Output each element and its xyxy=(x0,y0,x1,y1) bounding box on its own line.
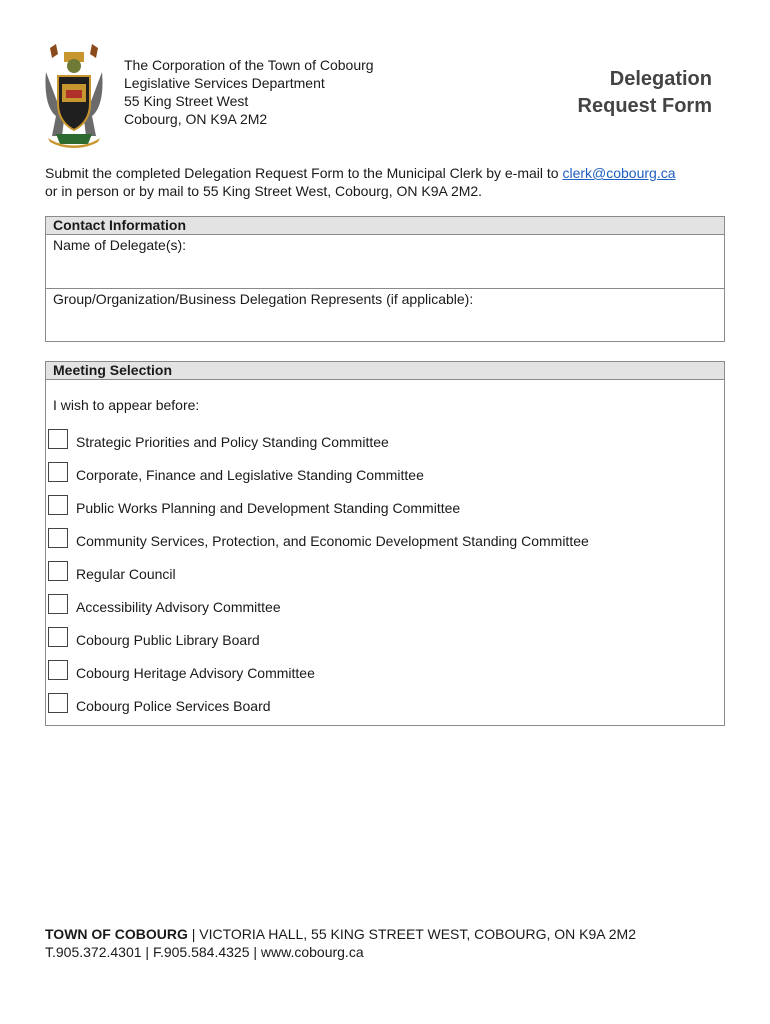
address-line: Cobourg, ON K9A 2M2 xyxy=(124,111,268,127)
option-label: Cobourg Police Services Board xyxy=(76,698,271,714)
town-crest-icon xyxy=(42,44,106,148)
form-title xyxy=(578,66,712,120)
contact-information-heading: Contact Information xyxy=(46,217,724,235)
meeting-selection-section xyxy=(45,361,725,726)
organization-field[interactable] xyxy=(46,288,724,341)
form-title-line1: Delegation xyxy=(609,68,712,90)
sender-address xyxy=(124,56,374,128)
option-label: Public Works Planning and Development Standing Committee xyxy=(76,500,461,516)
intro-text-after: or in person or by mail to 55 King Street West, Cobourg, ON K9A 2M2. xyxy=(45,183,483,199)
clerk-email-link[interactable]: clerk@cobourg.ca xyxy=(562,165,676,181)
option-label: Cobourg Public Library Board xyxy=(76,632,260,648)
option-label: Corporate, Finance and Legislative Standing Committee xyxy=(76,467,424,483)
meeting-option xyxy=(46,627,724,660)
footer-contact: T.905.372.4301 | F.905.584.4325 | www.cobourg.ca xyxy=(45,944,364,960)
option-label: Strategic Priorities and Policy Standing Committee xyxy=(76,434,389,450)
checkbox-police-services[interactable] xyxy=(48,693,68,713)
meeting-options xyxy=(46,417,724,726)
address-line: The Corporation of the Town of Cobourg xyxy=(124,57,374,73)
checkbox-heritage[interactable] xyxy=(48,660,68,680)
checkbox-library-board[interactable] xyxy=(48,627,68,647)
meeting-option xyxy=(46,528,724,561)
contact-information-section xyxy=(45,216,725,342)
meeting-prompt: I wish to appear before: xyxy=(53,397,200,413)
meeting-option xyxy=(46,429,724,462)
intro-text xyxy=(45,164,735,200)
meeting-option xyxy=(46,693,724,726)
checkbox-community-services[interactable] xyxy=(48,528,68,548)
meeting-option xyxy=(46,495,724,528)
checkbox-strategic-priorities[interactable] xyxy=(48,429,68,449)
meeting-selection-heading: Meeting Selection xyxy=(46,362,724,380)
delegate-name-field[interactable] xyxy=(46,235,724,288)
meeting-option xyxy=(46,462,724,495)
option-label: Community Services, Protection, and Economic Development Standing Committee xyxy=(76,533,589,549)
checkbox-accessibility[interactable] xyxy=(48,594,68,614)
address-line: Legislative Services Department xyxy=(124,75,325,91)
option-label: Cobourg Heritage Advisory Committee xyxy=(76,665,315,681)
option-label: Regular Council xyxy=(76,566,176,582)
organization-label: Group/Organization/Business Delegation Represents (if applicable): xyxy=(53,291,474,307)
meeting-option xyxy=(46,660,724,693)
meeting-option xyxy=(46,594,724,627)
page-footer xyxy=(45,925,636,961)
delegate-name-label: Name of Delegate(s): xyxy=(53,237,187,253)
checkbox-public-works[interactable] xyxy=(48,495,68,515)
checkbox-corporate-finance[interactable] xyxy=(48,462,68,482)
meeting-option xyxy=(46,561,724,594)
address-line: 55 King Street West xyxy=(124,93,249,109)
intro-text-before: Submit the completed Delegation Request Form to the Municipal Clerk by e-mail to xyxy=(45,165,563,181)
form-title-line2: Request Form xyxy=(577,95,712,117)
footer-org: TOWN OF COBOURG xyxy=(45,926,188,942)
footer-address: | VICTORIA HALL, 55 KING STREET WEST, COBOURG, ON K9A 2M2 xyxy=(187,926,636,942)
checkbox-regular-council[interactable] xyxy=(48,561,68,581)
option-label: Accessibility Advisory Committee xyxy=(76,599,281,615)
